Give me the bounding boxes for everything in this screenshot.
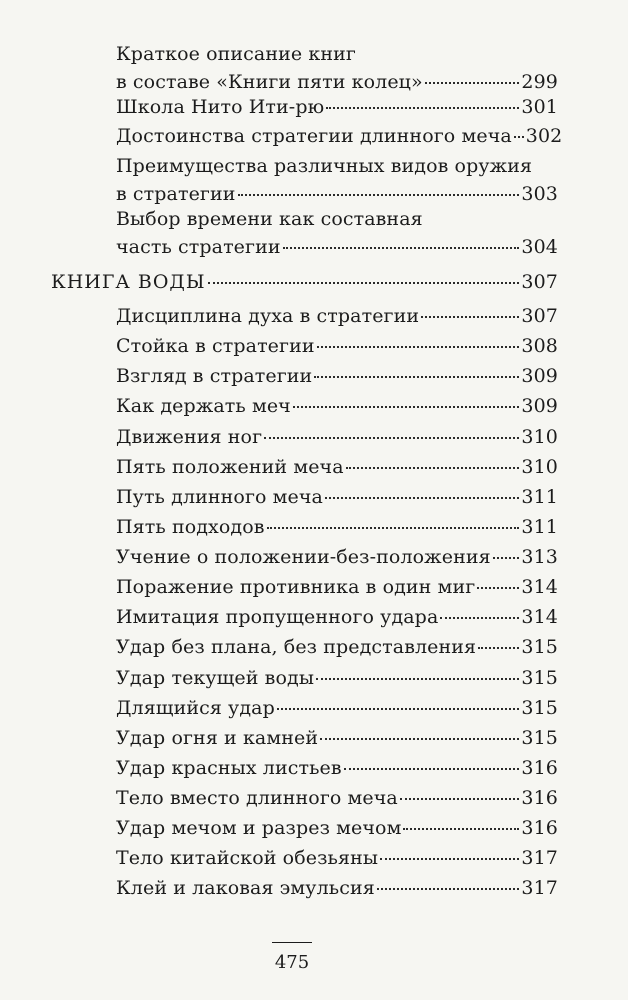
toc-entry[interactable]: [116, 122, 563, 150]
toc-entry-row: [116, 874, 558, 902]
toc-entry[interactable]: [116, 483, 558, 511]
toc-entry-page: 310: [521, 426, 558, 448]
toc-entry-title: Тело вместо длинного меча: [116, 787, 398, 809]
dot-leader: [377, 888, 520, 890]
toc-entry-title: Удар без плана, без представления: [116, 636, 477, 658]
toc-entry[interactable]: [116, 40, 558, 96]
dot-leader: [346, 467, 520, 469]
toc-section-page: 307: [521, 271, 558, 293]
toc-entry-row: [116, 93, 558, 121]
toc-entry-title: Стойка в стратегии: [116, 335, 315, 357]
toc-entry[interactable]: [116, 754, 558, 782]
toc-entry-row: [116, 180, 558, 208]
toc-entry-page: 315: [521, 636, 558, 658]
toc-entry[interactable]: [116, 543, 558, 571]
toc-entry[interactable]: [116, 332, 558, 360]
toc-entry-page: 310: [521, 456, 558, 478]
toc-entry-row: [116, 603, 558, 631]
dot-leader: [421, 316, 519, 318]
toc-entry-row: [116, 633, 558, 661]
toc-entry-title: в составе «Книги пяти колец»: [116, 71, 423, 93]
toc-entry[interactable]: [116, 694, 558, 722]
toc-entry[interactable]: [116, 784, 558, 812]
dot-leader: [325, 497, 519, 499]
toc-entry-title: Пять подходов: [116, 516, 265, 538]
toc-entry-page: 302: [525, 125, 563, 147]
toc-entry[interactable]: [116, 392, 558, 420]
toc-entry-row: [116, 814, 558, 842]
dot-leader: [400, 798, 520, 800]
dot-leader: [267, 527, 520, 529]
dot-leader: [208, 282, 520, 284]
dot-leader: [277, 708, 520, 710]
toc-entry[interactable]: [116, 423, 558, 451]
dot-leader: [440, 617, 519, 619]
toc-entry-row: [116, 122, 563, 150]
toc-entry-title: в стратегии: [116, 183, 236, 205]
toc-entry-row: [116, 362, 558, 390]
toc-entry[interactable]: [116, 633, 558, 661]
toc-entry-title: Путь длинного меча: [116, 486, 323, 508]
toc-entry-page: 307: [521, 305, 558, 327]
toc-entry-title: Удар красных листьев: [116, 757, 342, 779]
toc-entry-row: [116, 392, 558, 420]
toc-entry-page: 317: [521, 847, 558, 869]
toc-entry-title: часть стратегии: [116, 236, 281, 258]
dot-leader: [283, 247, 520, 249]
toc-entry[interactable]: [116, 844, 558, 872]
toc-entry-title: Длящийся удар: [116, 697, 275, 719]
toc-entry-page: 314: [521, 576, 558, 598]
toc-entry-title: Удар огня и камней: [116, 727, 319, 749]
toc-entry-title: Школа Нито Ити-рю: [116, 96, 325, 118]
toc-entry-title: Учение о положении-без-положения: [116, 546, 491, 568]
toc-section-title: КНИГА ВОДЫ: [51, 271, 206, 293]
toc-entry-row: [116, 784, 558, 812]
dot-leader: [320, 738, 519, 740]
toc-entry-row: [116, 844, 558, 872]
toc-entry[interactable]: [116, 93, 558, 121]
toc-entry[interactable]: [116, 302, 558, 330]
toc-entry-title: Поражение противника в один миг: [116, 576, 476, 598]
toc-entry-page: 309: [521, 365, 558, 387]
toc-entry[interactable]: [116, 724, 558, 752]
dot-leader: [493, 557, 520, 559]
toc-entry-page: 311: [521, 516, 558, 538]
toc-entry[interactable]: [116, 814, 558, 842]
toc-entry[interactable]: [116, 603, 558, 631]
toc-entry-row: [116, 664, 558, 692]
toc-entry-row: [116, 68, 558, 96]
toc-entry-page: 316: [521, 787, 558, 809]
toc-entry-row: [116, 543, 558, 571]
toc-entry-row: [116, 754, 558, 782]
dot-leader: [293, 406, 520, 408]
toc-entry-title: Движения ног: [116, 426, 263, 448]
toc-entry-row: [116, 694, 558, 722]
dot-leader: [238, 194, 520, 196]
dot-leader: [317, 346, 520, 348]
toc-section[interactable]: [51, 268, 558, 296]
toc-entry-page: 299: [521, 71, 558, 93]
toc-entry[interactable]: [116, 205, 558, 261]
toc-entry[interactable]: [116, 453, 558, 481]
toc-entry-page: 314: [521, 606, 558, 628]
toc-entry-title: Взгляд в стратегии: [116, 365, 313, 387]
toc-entry-row: [116, 332, 558, 360]
toc-entry-title: Тело китайской обезьяны: [116, 847, 379, 869]
toc-entry[interactable]: [116, 573, 558, 601]
toc-entry-title: Клей и лаковая эмульсия: [116, 877, 375, 899]
toc-entry-page: 315: [521, 667, 558, 689]
toc-entry-page: 311: [521, 486, 558, 508]
toc-entry-page: 313: [521, 546, 558, 568]
toc-entry-title: Пять положений меча: [116, 456, 344, 478]
dot-leader: [514, 136, 524, 138]
toc-entry[interactable]: [116, 362, 558, 390]
toc-entry-title: Удар текущей воды: [116, 667, 315, 689]
toc-entry-title: Достоинства стратегии длинного меча: [116, 125, 512, 147]
toc-entry-row: [116, 423, 558, 451]
toc-entry-row: [116, 233, 558, 261]
dot-leader: [264, 437, 519, 439]
toc-entry-title: Дисциплина духа в стратегии: [116, 305, 420, 327]
toc-entry-title-line1: Выбор времени как составная: [116, 208, 423, 230]
toc-entry-page: 315: [521, 697, 558, 719]
dot-leader: [316, 678, 519, 680]
toc-entry-row: [116, 453, 558, 481]
dot-leader: [380, 858, 519, 860]
toc-entry[interactable]: [116, 513, 558, 541]
toc-entry[interactable]: [116, 152, 558, 208]
toc-entry-page: 316: [521, 817, 558, 839]
page-number: 475: [274, 952, 310, 973]
toc-entry-row: [116, 724, 558, 752]
toc-entry-title: Как держать меч: [116, 395, 291, 417]
toc-section-row: [51, 268, 558, 296]
toc-entry-page: 315: [521, 727, 558, 749]
toc-entry-title: Имитация пропущенного удара: [116, 606, 439, 628]
dot-leader: [344, 768, 520, 770]
dot-leader: [477, 587, 519, 589]
dot-leader: [403, 828, 519, 830]
dot-leader: [314, 376, 519, 378]
dot-leader: [326, 107, 519, 109]
page-number-rule: [272, 942, 312, 943]
toc-entry-page: 316: [521, 757, 558, 779]
dot-leader: [478, 647, 519, 649]
toc-entry-page: 317: [521, 877, 558, 899]
toc-entry-title-line1: Преимущества различных видов оружия: [116, 155, 533, 177]
toc-entry-row: [116, 302, 558, 330]
dot-leader: [425, 82, 520, 84]
toc-entry-page: 301: [521, 96, 558, 118]
toc-entry-page: 309: [521, 395, 558, 417]
toc-entry-title-line1: Краткое описание книг: [116, 43, 356, 65]
toc-entry-page: 304: [521, 236, 558, 258]
toc-entry-row: [116, 483, 558, 511]
toc-entry-row: [116, 573, 558, 601]
toc-entry-page: 308: [521, 335, 558, 357]
toc-entry-row: [116, 513, 558, 541]
toc-entry[interactable]: [116, 874, 558, 902]
toc-entry-page: 303: [521, 183, 558, 205]
toc-entry-title: Удар мечом и разрез мечом: [116, 817, 402, 839]
toc-entry[interactable]: [116, 664, 558, 692]
